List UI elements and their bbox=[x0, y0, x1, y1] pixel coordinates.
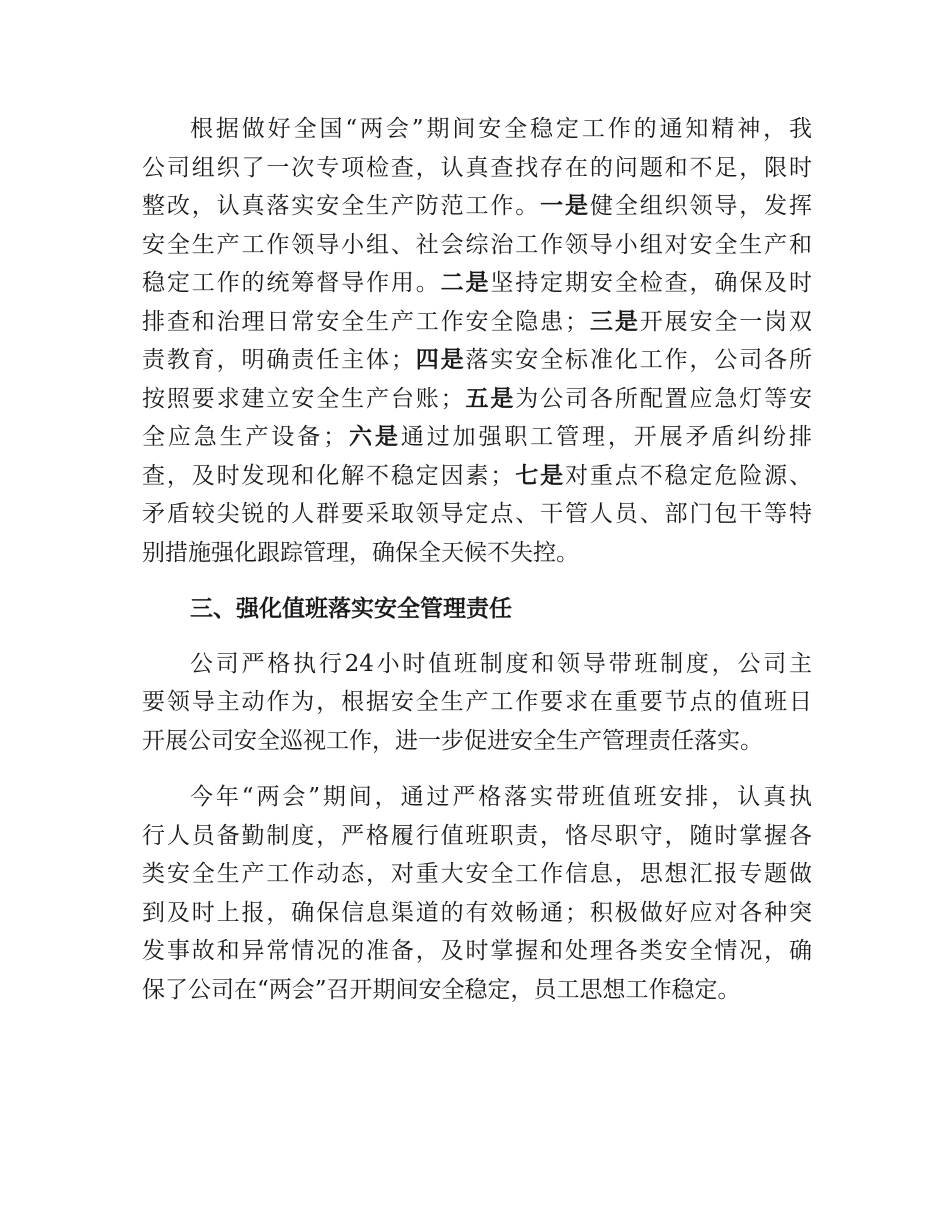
text-line bbox=[142, 457, 812, 496]
text-line: 类安全生产工作动态，对重大安全工作信息，思想汇报专题做 bbox=[142, 861, 812, 887]
bold-marker: 三是 bbox=[588, 307, 640, 335]
text-run: 为公司各所配置应急灯等安 bbox=[515, 385, 813, 412]
text-run: 健全组织领导，发挥 bbox=[589, 193, 813, 219]
text-line: 到及时上报，确保信息渠道的有效畅通；积极做好应对各种突 bbox=[142, 899, 812, 926]
text-line: 矛盾较尖锐的人群要采取领导定点、干管人员、部门包干等特 bbox=[142, 501, 812, 527]
paragraph-safety-inspection bbox=[142, 110, 812, 572]
text-line: 要领导主动作为，根据安全生产工作要求在重要节点的值班日 bbox=[142, 689, 812, 715]
bold-marker: 二是 bbox=[440, 269, 491, 296]
document-body bbox=[142, 110, 812, 1009]
text-line: 行人员备勤制度，严格履行值班职责，恪尽职守，随时掌握各 bbox=[142, 822, 812, 849]
text-run: 对重点不稳定危险源、 bbox=[565, 462, 813, 489]
text-run: 全应急生产设备； bbox=[142, 424, 347, 450]
text-line: 保了公司在“两会”召开期间安全稳定，员工思想工作稳定。 bbox=[142, 976, 741, 1003]
text-run: 整改，认真落实安全生产防范工作。 bbox=[142, 193, 541, 219]
text-line: 安全生产工作领导小组、社会综治工作领导小组对安全生产和 bbox=[142, 231, 812, 258]
section-heading: 三、强化值班落实安全管理责任 bbox=[190, 595, 512, 622]
text-run: 查，及时发现和化解不稳定因素； bbox=[142, 462, 514, 489]
paragraph-duty-system bbox=[142, 645, 812, 761]
text-run: 开展安全一岗双 bbox=[639, 308, 813, 335]
text-run: 落实安全标准化工作，公司各所 bbox=[465, 347, 813, 373]
bold-marker: 四是 bbox=[413, 346, 466, 373]
bold-marker: 五是 bbox=[463, 384, 516, 412]
text-line bbox=[142, 187, 812, 226]
text-line: 开展公司安全巡视工作，进一步促进安全生产管理责任落实。 bbox=[142, 727, 763, 754]
text-run: 通过加强职工管理，开展矛盾纠纷排 bbox=[400, 424, 813, 450]
text-line bbox=[142, 341, 812, 380]
text-line: 今年“两会”期间，通过严格落实带班值班安排，认真执 bbox=[190, 784, 812, 810]
text-line bbox=[142, 418, 812, 457]
text-line bbox=[142, 380, 812, 419]
text-run: 稳定工作的统筹督导作用。 bbox=[142, 270, 441, 296]
text-run: 责教育，明确责任主体； bbox=[142, 347, 414, 373]
text-line: 根据做好全国“两会”期间安全稳定工作的通知精神，我 bbox=[190, 116, 812, 142]
paragraph-two-sessions bbox=[142, 778, 812, 1009]
bold-marker: 七是 bbox=[513, 461, 566, 489]
text-line bbox=[142, 264, 812, 303]
bold-marker: 一是 bbox=[540, 192, 590, 219]
text-line: 公司严格执行24小时值班制度和领导带班制度，公司主 bbox=[190, 650, 812, 677]
text-line: 发事故和异常情况的准备，及时掌握和处理各类安全情况，确 bbox=[142, 938, 812, 964]
text-run: 排查和治理日常安全生产工作安全隐患； bbox=[142, 308, 589, 335]
text-run: 坚持定期安全检查，确保及时 bbox=[490, 270, 813, 296]
bold-marker: 六是 bbox=[346, 423, 401, 450]
text-line: 公司组织了一次专项检查，认真查找存在的问题和不足，限时 bbox=[142, 154, 812, 181]
text-run: 按照要求建立安全生产台账； bbox=[142, 385, 464, 412]
text-line: 别措施强化跟踪管理，确保全天候不失控。 bbox=[142, 539, 579, 566]
text-line bbox=[142, 303, 812, 342]
